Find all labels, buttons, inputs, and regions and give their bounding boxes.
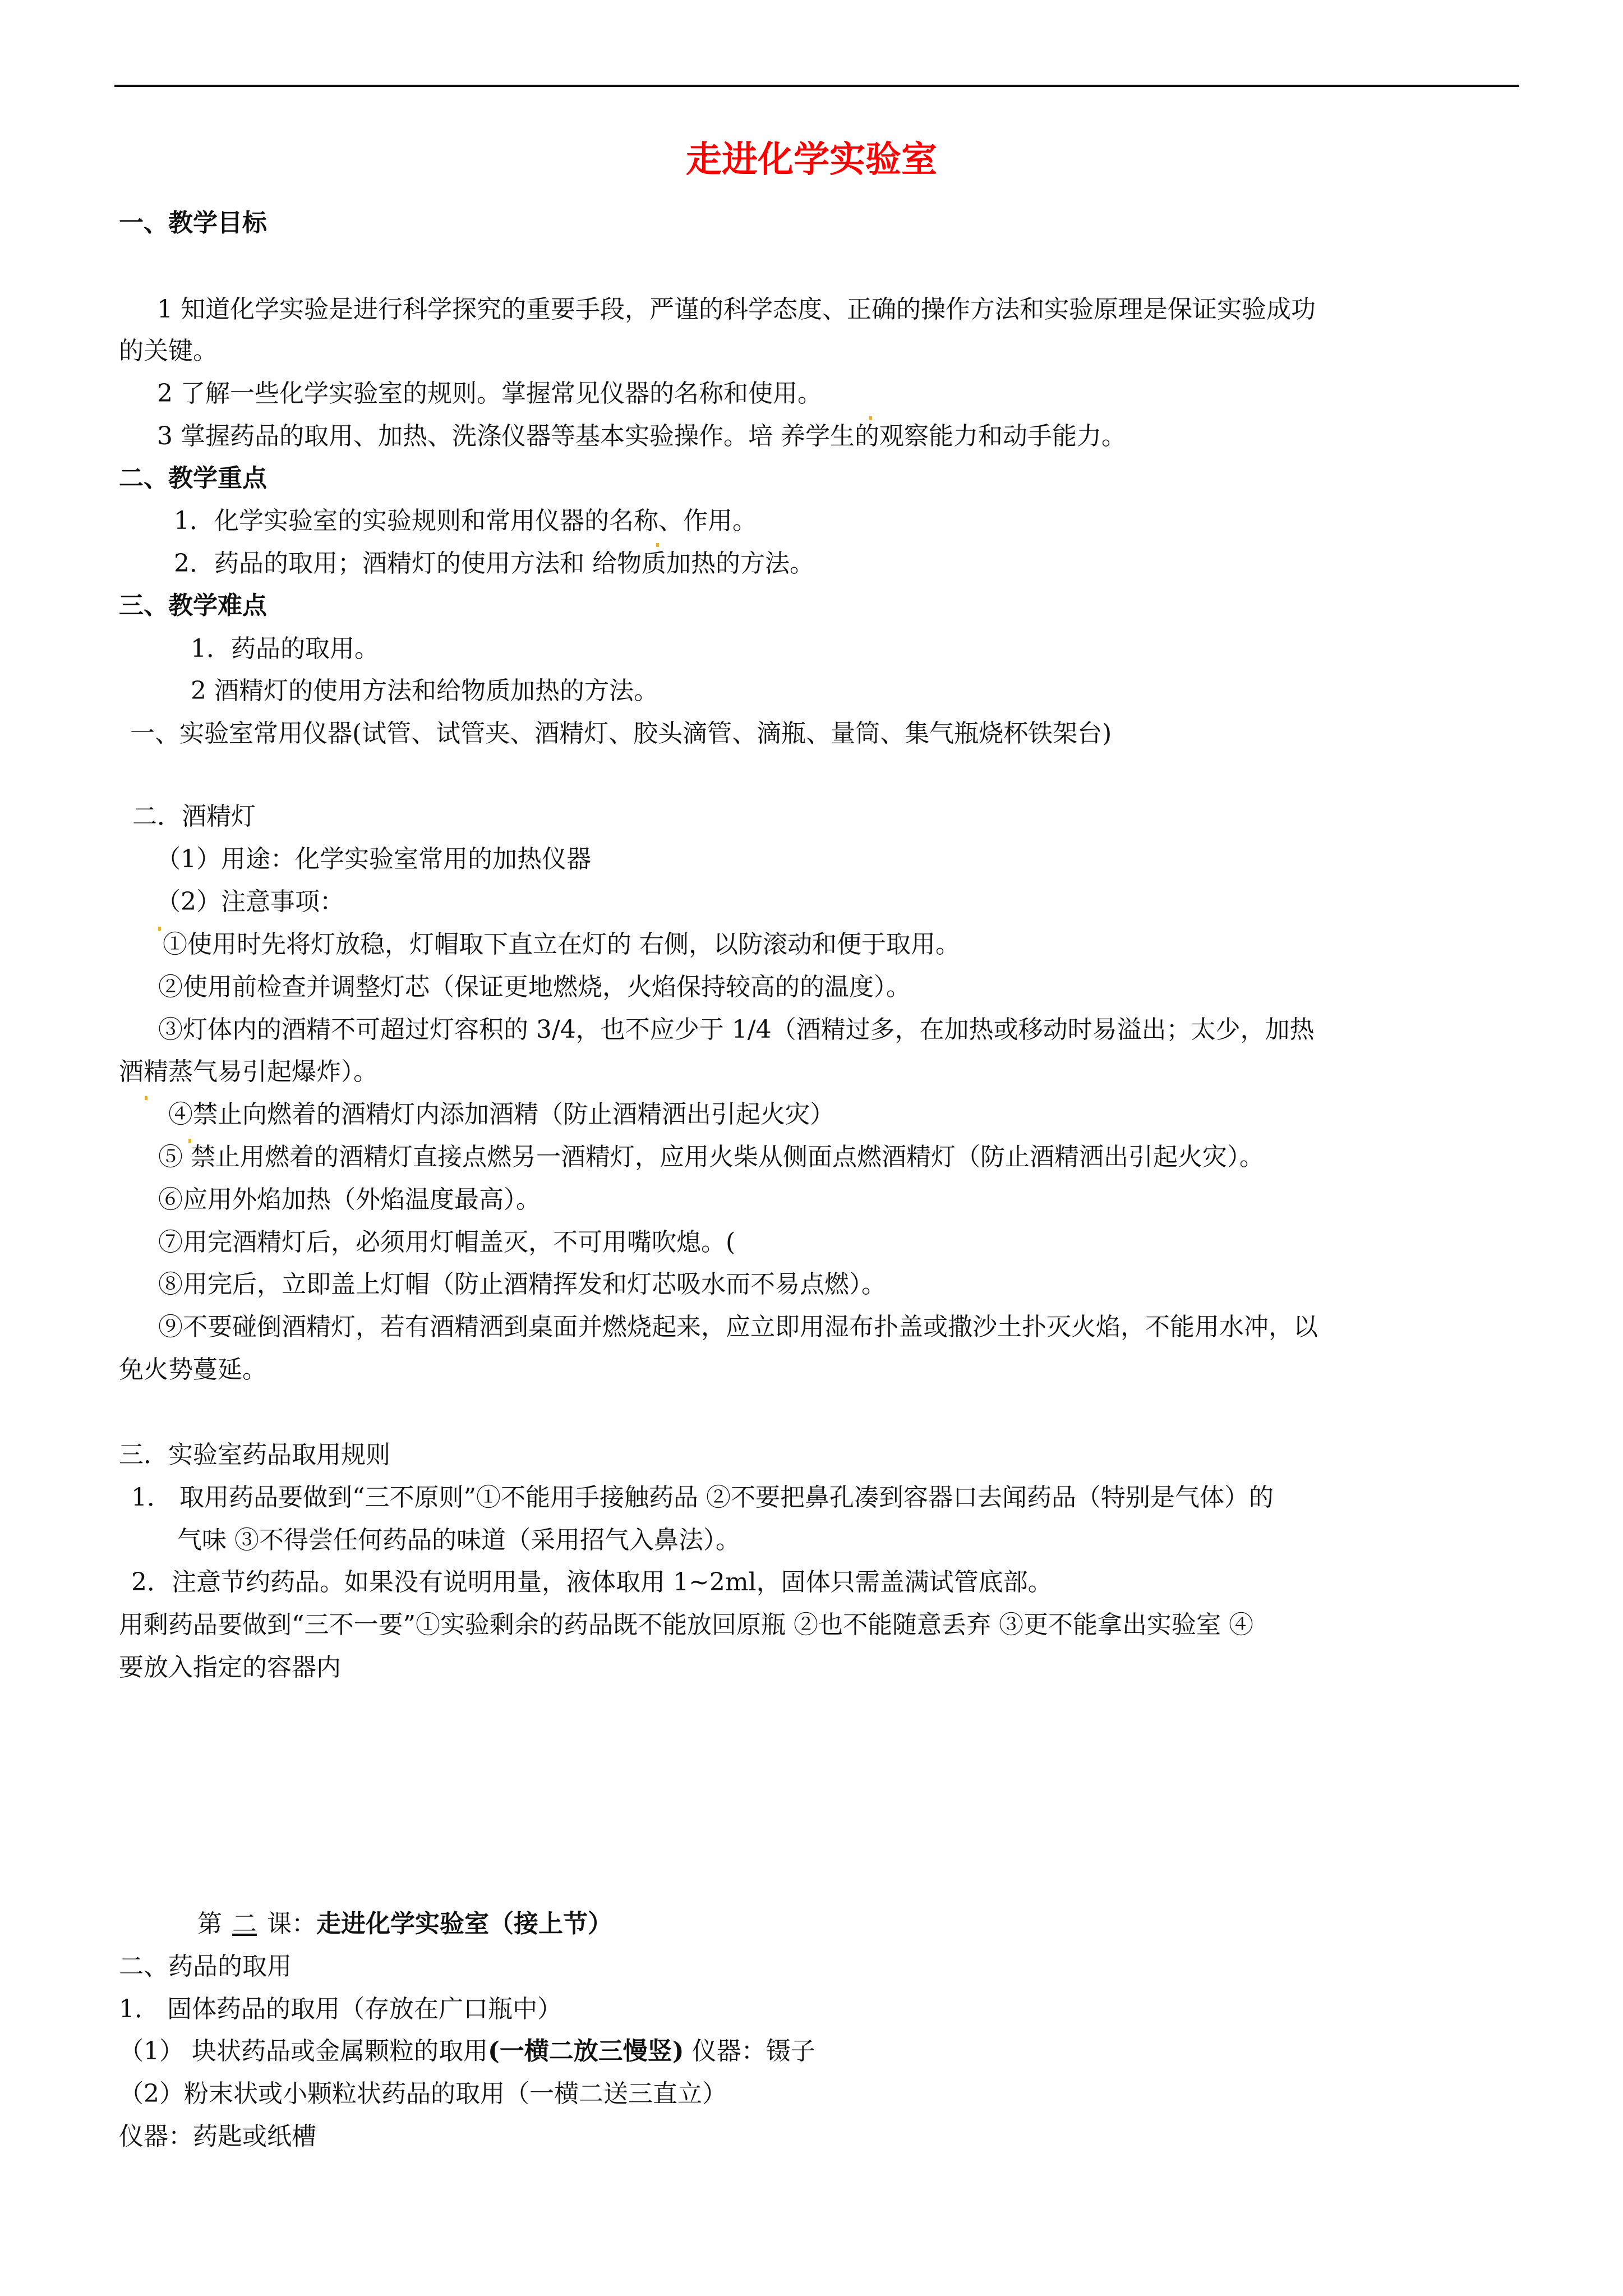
goal-2: 2 了解一些化学实验室的规则。掌握常见仪器的名称和使用。 bbox=[157, 379, 822, 408]
lesson-2-prefix: 第 bbox=[197, 1910, 222, 1938]
block-drugs-text: （1） 块状药品或金属颗粒的取用 bbox=[119, 2037, 488, 2065]
lamp-use: （1）用途：化学实验室常用的加热仪器 bbox=[156, 845, 591, 873]
lamp-heading: 二．酒精灯 bbox=[132, 802, 256, 831]
section-heading-goals: 一、教学目标 bbox=[119, 209, 267, 237]
focus-2: 2．药品的取用；酒精灯的使用方法和 给物质加热的方法。 bbox=[174, 549, 814, 578]
block-drugs-tool: 仪器：镊子 bbox=[684, 2037, 815, 2065]
header-rule bbox=[114, 85, 1519, 87]
lamp-note-3-line-1: ③灯体内的酒精不可超过灯容积的 3/4，也不应少于 1/4（酒精过多，在加热或移动时易溢出；太少，加热 bbox=[158, 1015, 1315, 1044]
lamp-note-4: ④禁止向燃着的酒精灯内添加酒精（防止酒精洒出引起火灾） bbox=[168, 1100, 834, 1129]
lamp-note-6: ⑥应用外焰加热（外焰温度最高）。 bbox=[158, 1185, 541, 1214]
rule-3-line-2: 要放入指定的容器内 bbox=[119, 1653, 341, 1682]
lamp-note-9-line-2: 免火势蔓延。 bbox=[119, 1355, 267, 1384]
rule-1-line-2: 气味 ③不得尝任何药品的味道（采用招气入鼻法）。 bbox=[177, 1526, 740, 1554]
solid-drugs-line: 1． 固体药品的取用（存放在广口瓶中） bbox=[119, 1995, 562, 2023]
block-drugs-line bbox=[119, 2035, 815, 2068]
lamp-note-3-line-2: 酒精蒸气易引起爆炸）。 bbox=[119, 1057, 378, 1086]
rules-heading: 三．实验室药品取用规则 bbox=[119, 1441, 390, 1469]
lamp-note-5: ⑤ 禁止用燃着的酒精灯直接点燃另一酒精灯，应用火柴从侧面点燃酒精灯（防止酒精洒出引起火灾）。 bbox=[158, 1143, 1264, 1171]
instruments-line: 一、实验室常用仪器(试管、试管夹、酒精灯、胶头滴管、滴瓶、量筒、集气瓶烧杯铁架台) bbox=[130, 719, 1112, 748]
page-title: 走进化学实验室 bbox=[686, 139, 937, 181]
lesson-2-suffix: 课： bbox=[267, 1910, 316, 1938]
difficulty-2: 2 酒精灯的使用方法和给物质加热的方法。 bbox=[191, 677, 658, 705]
difficulty-1: 1．药品的取用。 bbox=[191, 634, 379, 663]
goal-1-line-1: 1 知道化学实验是进行科学探究的重要手段，严谨的科学态度、正确的操作方法和实验原理是保证实验成功 bbox=[157, 295, 1316, 324]
goal-1-line-2: 的关键。 bbox=[119, 337, 218, 365]
lamp-note-9-line-1: ⑨不要碰倒酒精灯，若有酒精洒到桌面并燃烧起来，应立即用湿布扑盖或撒沙土扑灭火焰，不能用水冲，以 bbox=[158, 1313, 1318, 1341]
lamp-note-2: ②使用前检查并调整灯芯（保证更地燃烧，火焰保持较高的的温度）。 bbox=[158, 973, 911, 1001]
lesson-2-name: 走进化学实验室（接上节） bbox=[316, 1910, 612, 1938]
block-drugs-mnemonic: (一横二放三慢竖) bbox=[487, 2037, 684, 2065]
rule-1-line-1: 1． 取用药品要做到“三不原则”①不能用手接触药品 ②不要把鼻孔凑到容器口去闻药品（特别是气体）的 bbox=[131, 1483, 1274, 1512]
section-heading-difficulty: 三、教学难点 bbox=[119, 591, 267, 620]
rule-2: 2．注意节约药品。如果没有说明用量，液体取用 1~2ml，固体只需盖满试管底部。 bbox=[131, 1568, 1053, 1596]
scan-mark bbox=[145, 1096, 147, 1100]
section-heading-focus: 二、教学重点 bbox=[119, 464, 267, 493]
lamp-note-7: ⑦用完酒精灯后，必须用灯帽盖灭，不可用嘴吹熄。( bbox=[158, 1228, 736, 1257]
lesson-2-number: 二 bbox=[232, 1910, 257, 1938]
rule-3-line-1: 用剩药品要做到“三不一要”①实验剩余的药品既不能放回原瓶 ②也不能随意丢弃 ③更不能拿出实验室 ④ bbox=[119, 1611, 1253, 1639]
lamp-notes-heading: （2）注意事项： bbox=[156, 887, 344, 916]
powder-tool-line: 仪器：药匙或纸槽 bbox=[119, 2122, 316, 2151]
scan-mark bbox=[869, 416, 872, 420]
lesson-2-heading: 二、药品的取用 bbox=[119, 1952, 292, 1981]
scan-mark bbox=[188, 1139, 191, 1143]
scan-mark bbox=[158, 927, 161, 931]
goal-3: 3 掌握药品的取用、加热、洗涤仪器等基本实验操作。培 养学生的观察能力和动手能力。 bbox=[157, 422, 1126, 450]
focus-1: 1．化学实验室的实验规则和常用仪器的名称、作用。 bbox=[174, 507, 757, 535]
powder-drugs-line: （2）粉末状或小颗粒状药品的取用（一横二送三直立） bbox=[119, 2079, 727, 2108]
lamp-note-1: ①使用时先将灯放稳，灯帽取下直立在灯的 右侧，以防滚动和便于取用。 bbox=[163, 930, 960, 959]
lamp-note-8: ⑧用完后，立即盖上灯帽（防止酒精挥发和灯芯吸水而不易点燃）。 bbox=[158, 1270, 886, 1299]
lesson-2-title bbox=[197, 1907, 612, 1941]
scan-mark bbox=[656, 543, 659, 547]
